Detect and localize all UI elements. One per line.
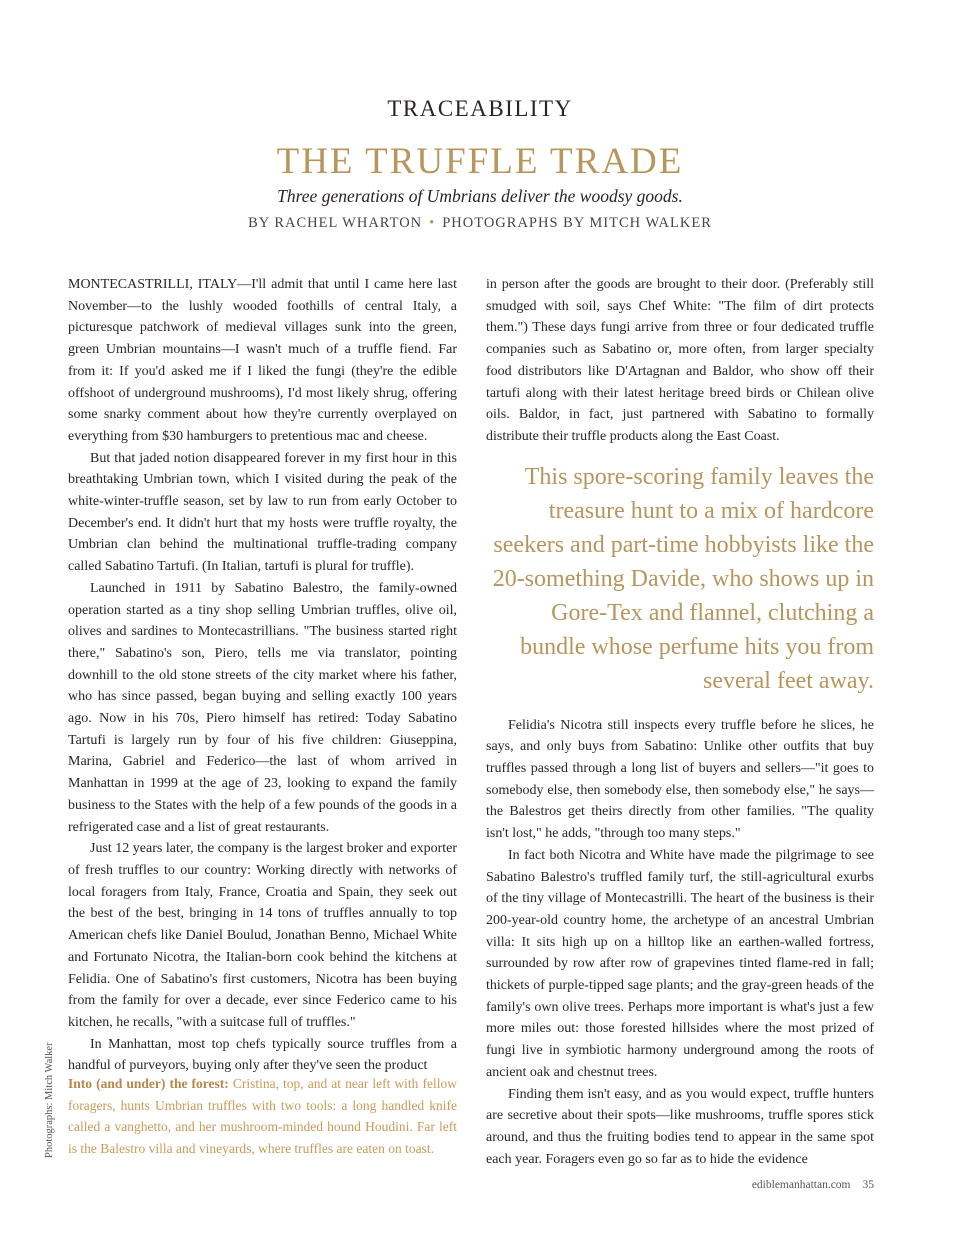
byline-photographer: PHOTOGRAPHS BY MITCH WALKER [442,215,712,231]
body-paragraph: Finding them isn't easy, and as you would expect, truffle hunters are secretive about their spots—like mushrooms, truffle spores stick around, and thus the fruiting bodies tend to appear in the same spot each year. Foragers even go so far as to hide the evidence [486,1086,874,1167]
body-paragraph: Launched in 1911 by Sabatino Balestro, the family-owned operation started as a tiny shop selling Umbrian truffles, olive oil, olives and sardines to Montecastrillians. "The business started right there," Sabatino's son, Piero, tells me via translator, pointing downhill to the old stone streets of the city market where his father, who has since passed, began buying and selling exactly 100 years ago. Now in his 70s, Piero himself has retired: Today Sabatino Tartufi is largely run by four of his five children: Giuseppina, Marina, Gabriel and Federico—the last of whom arrived in Manhattan in 1999 at the age of 23, looking to expand the family business to the States with the help of a few pounds of the goods in a refrigerated case and a list of great restaurants. [68,580,457,835]
page-footer [752,1179,874,1191]
photo-caption [68,1073,457,1160]
byline-author: BY RACHEL WHARTON [248,215,423,231]
body-paragraph: In Manhattan, most top chefs typically source truffles from a handful of purveyors, buying only after they've seen the product [68,1036,457,1074]
footer-site: ediblemanhattan.com [751,1179,851,1191]
byline [0,215,960,232]
body-paragraph: MONTECASTRILLI, ITALY—I'll admit that until I came here last November—to the lushly wooded foothills of central Italy, a picturesque patchwork of medieval villages sunk into the green, green Umbrian mountains—I wasn't much of a truffle fiend. Far from it: If you'd asked me if I liked the fungi (they're the edible offshoot of underground mushrooms), I'd most likely shrug, offering some snarky comment about how they're currently overplayed on everything from $30 hamburgers to pretentious mac and cheese. [68,277,457,444]
page-number: 35 [862,1179,874,1191]
byline-separator: • [429,215,436,231]
pull-quote: This spore-scoring family leaves the treasure hunt to a mix of hardcore seekers and part-time hobbyists like the 20-something Davide, who shows up in Gore-Tex and flannel, clutching a bundle whose perfume hits you from several feet away. [492,463,874,694]
body-paragraph: Just 12 years later, the company is the largest broker and exporter of fresh truffles to our country: Working directly with networks of local foragers from Italy, France, Croatia and Spain, they seek out the best of the best, bringing in 14 tons of truffles annually to top American chefs like Daniel Boulud, Jonathan Benno, Michael White and Fortunato Nicotra, the Italian-born cook behind the kitchens at Felidia. One of Sabatino's first customers, Nicotra has been buying from the family for over a decade, ever since Federico came to his kitchen, he recalls, "with a suitcase full of truffles." [68,841,457,1030]
section-kicker: TRACEABILITY [387,96,573,121]
photo-credit: Photographs: Mitch Walker [44,1042,55,1158]
right-column [486,274,874,1170]
caption-heading: Into (and under) the forest: [68,1076,229,1091]
body-paragraph: In fact both Nicotra and White have made the pilgrimage to see Sabatino Balestro's truffled family turf, the still-agricultural exurbs of the tiny village of Montecastrilli. The heart of the business is their 200-year-old country home, the archetype of an ancestral Umbrian villa: It sits high up on a hilltop like an earthen-walled fortress, surrounded by row after row of grapevines tinted flame-red in fall; thickets of purple-tipped sage plants; and the gray-green heads of the family's own olive trees. Perhaps more important is what's just a few more miles out: those forested hillsides where the most prized of fungi live in symbiotic harmony underground among the roots of ancient oak and chestnut trees. [486,847,874,1080]
article-dek: Three generations of Umbrians deliver the woodsy goods. [277,186,683,206]
body-paragraph: But that jaded notion disappeared forever in my first hour in this breathtaking Umbrian town, which I visited during the peak of the white-winter-truffle season, set by law to run from early October to December's end. It didn't hurt that my hosts were truffle royalty, the Umbrian clan behind the multinational truffle-trading company called Sabatino Tartufi. (In Italian, tartufi is plural for truffle). [68,450,457,575]
left-column [68,274,457,1077]
article-title: THE TRUFFLE TRADE [276,141,684,182]
body-paragraph: in person after the goods are brought to their door. (Preferably still smudged with soil, says Chef White: "The film of dirt protects them.") These days fungi arrive from three or four dedicated truffle companies such as Sabatino or, more often, from larger specialty food distributors like D'Artagnan and Baldor, who show off their tartufi along with their latest heritage breed birds or Chilean olive oils. Baldor, in fact, just partnered with Sabatino to formally distribute their truffle products along the East Coast. [486,277,874,444]
body-paragraph: Felidia's Nicotra still inspects every truffle before he slices, he says, and only buys from Sabatino: Unlike other outfits that buy truffles passed through a long list of buyers and sellers—"it goes to somebody else, then somebody else, then somebody else," he says—the Balestros get theirs directly from other families. "The quality isn't lost," he adds, "through too many steps." [486,717,874,842]
caption-text: Cristina, top, and at near left with fellow foragers, hunts Umbrian truffles with two tools: a long handled knife called a vanghetto, and her mushroom-minded hound Houdini. Far left is the Balestro villa and vineyards, where truffles are eaten on toast. [68,1076,457,1157]
